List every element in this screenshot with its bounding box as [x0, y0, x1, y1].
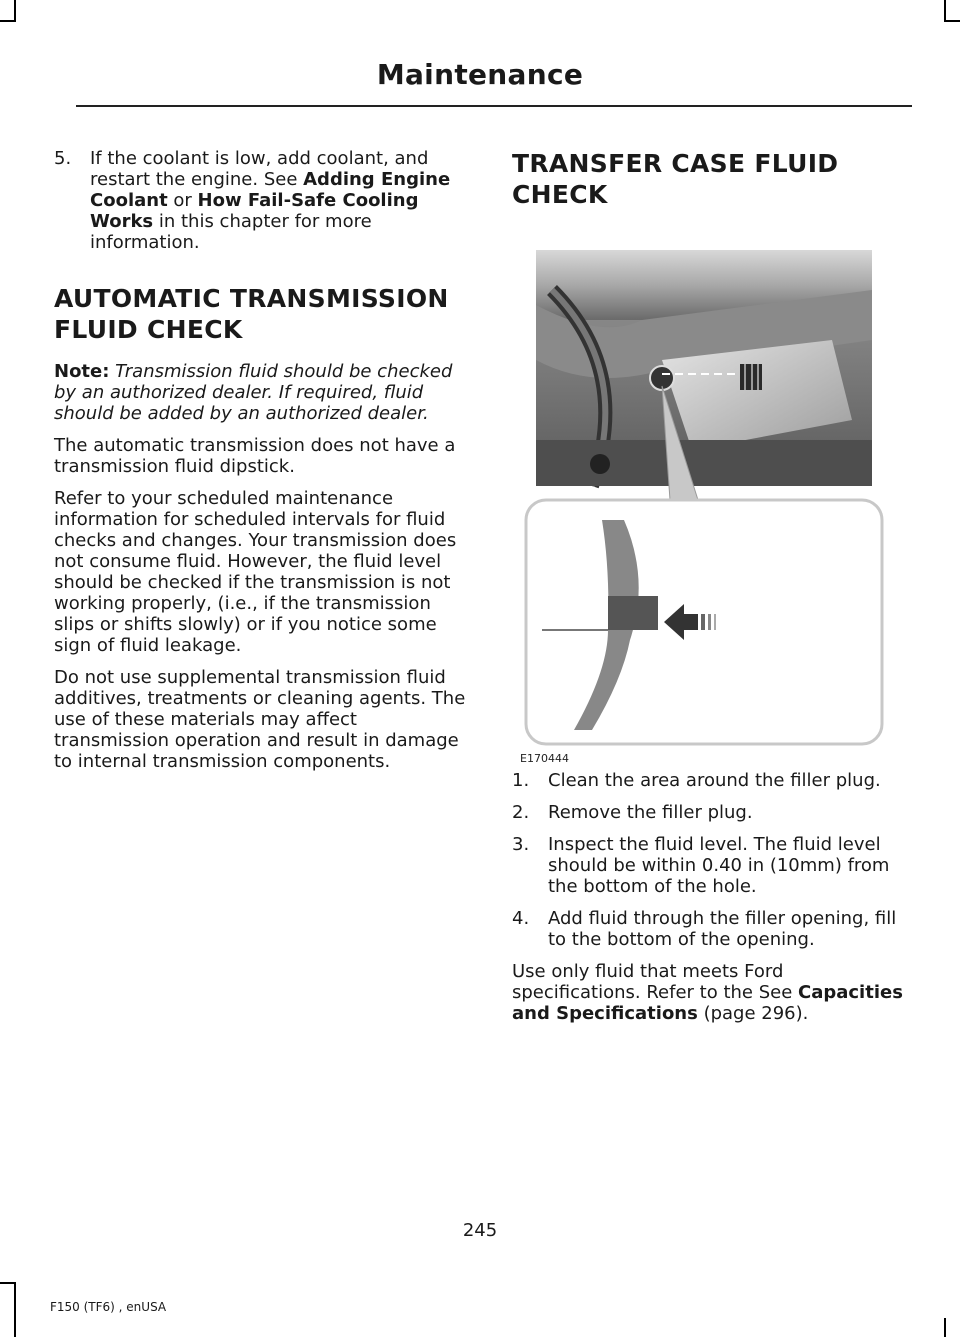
bolt — [590, 454, 610, 474]
page-title: Maintenance — [376, 58, 584, 91]
note-label: Note: — [54, 361, 110, 382]
crop-mark — [0, 20, 16, 22]
transfer-case-illustration — [512, 250, 908, 760]
section-heading: TRANSFER CASE FLUID CHECK — [512, 149, 839, 209]
section-heading: AUTOMATIC TRANSMISSION FLUID CHECK — [54, 284, 449, 344]
cross-reference-link[interactable]: How Fail-Safe Cooling Works — [90, 190, 419, 232]
cross-reference-link[interactable]: Capacities and Specifications — [512, 982, 903, 1024]
body-paragraph: Refer to your scheduled maintenance information for scheduled intervals for fluid checks and changes. Your transmission does not consume fluid. However, the fluid level should be checked if the transmission is not working properly, (i.e., if the transmission slips or shifts slowly) or if you notice some sign of fluid leakage. — [54, 488, 457, 656]
crop-mark — [14, 1282, 16, 1337]
frame-rail — [536, 440, 872, 486]
note-text: Transmission fluid should be checked by an authorized dealer. If required, fluid should be added by an authorized dealer. — [54, 361, 453, 424]
step-text: in this chapter for more information. — [90, 211, 372, 253]
step-number: 4. — [512, 908, 530, 929]
figure-code: E170444 — [520, 752, 569, 765]
crop-mark — [0, 1282, 16, 1284]
filler-plug — [740, 364, 762, 390]
list-item — [54, 148, 474, 253]
header-divider — [76, 105, 912, 107]
step-number: 3. — [512, 834, 530, 855]
right-column — [512, 148, 908, 1035]
step-text: If the coolant is low, add coolant, and restart the engine. See — [90, 148, 429, 190]
transfer-case-figure — [512, 250, 908, 765]
step-number: 5. — [54, 148, 72, 169]
list-item — [512, 834, 908, 897]
list-item — [512, 770, 908, 791]
crop-mark — [14, 0, 16, 20]
list-item — [512, 802, 908, 823]
body-paragraph: The automatic transmission does not have a transmission fluid dipstick. — [54, 435, 456, 477]
step-text: Clean the area around the filler plug. — [548, 770, 881, 791]
footer-text: F150 (TF6) , enUSA — [50, 1300, 167, 1314]
step-number: 2. — [512, 802, 530, 823]
list-item — [512, 908, 908, 950]
crop-mark — [944, 0, 946, 20]
left-column — [54, 148, 474, 783]
body-paragraph: Do not use supplemental transmission fluid additives, treatments or cleaning agents. The use of these materials may affect transmission operation and result in damage to internal transmission components. — [54, 667, 466, 772]
step-text: or — [167, 190, 198, 211]
page-number: 245 — [462, 1220, 498, 1241]
step-text: Inspect the fluid level. The fluid level should be within 0.40 in (10mm) from the bottom of the hole. — [548, 834, 890, 897]
step-text: Add fluid through the filler opening, fill to the bottom of the opening. — [548, 908, 897, 950]
note-paragraph — [54, 361, 474, 424]
fluid-level-band — [608, 596, 658, 630]
step-number: 1. — [512, 770, 530, 791]
step-text: Remove the filler plug. — [548, 802, 753, 823]
crop-mark — [944, 20, 960, 22]
body-paragraph: Use only fluid that meets Ford specifications. Refer to the See Capacities and Specifications (page 296). — [512, 961, 903, 1024]
crop-mark — [944, 1318, 946, 1337]
cross-reference-link[interactable]: Adding Engine Coolant — [90, 169, 451, 211]
